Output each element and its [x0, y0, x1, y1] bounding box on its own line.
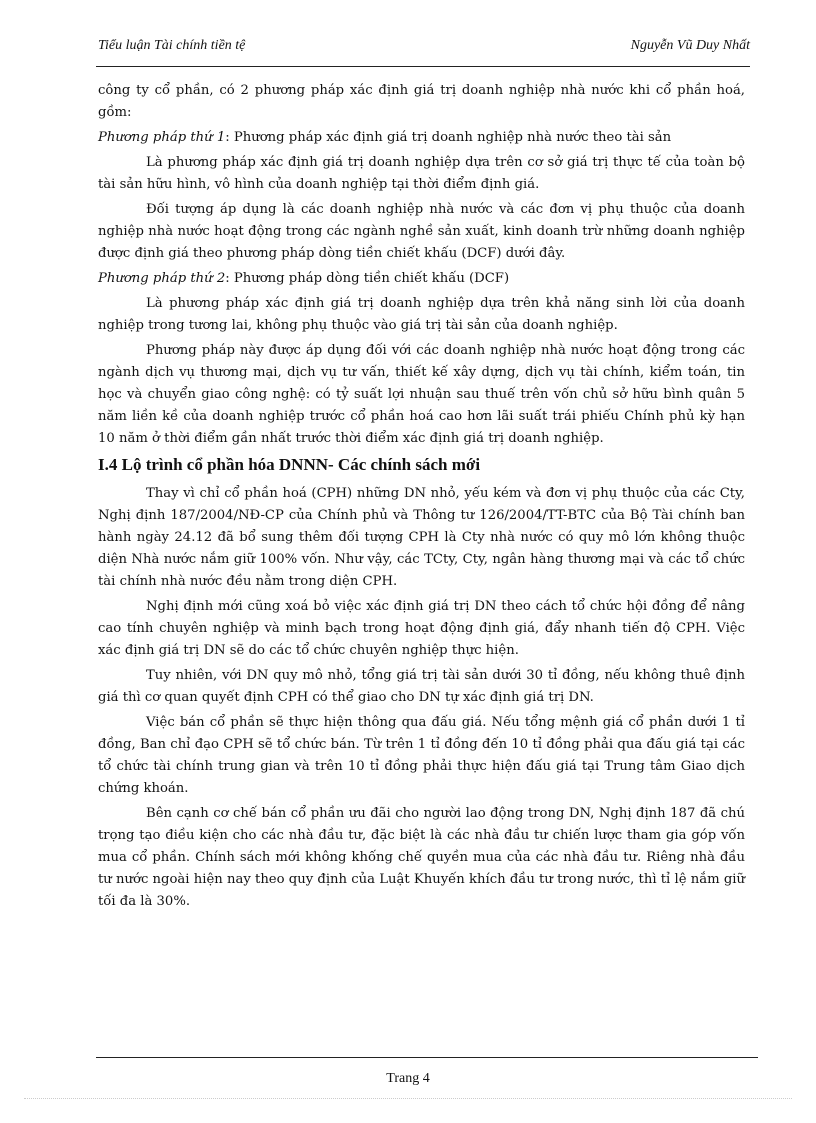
- paragraph: Nghị định mới cũng xoá bỏ việc xác định giá trị DN theo cách tổ chức hội đồng để nâng cao tính chuyên nghiệp và minh bạch trong hoạt động định giá, đẩy nhanh tiến độ CPH. Việc xác định giá trị DN sẽ do các tổ chức chuyên nghiệp thực hiện.: [98, 599, 745, 658]
- header-title: Tiểu luận Tài chính tiền tệ: [98, 38, 246, 53]
- header-divider: [96, 66, 750, 67]
- page-header: [98, 38, 750, 54]
- document-body: [98, 80, 745, 916]
- method-1-text: : Phương pháp xác định giá trị doanh nghiệp nhà nước theo tài sản: [225, 130, 672, 145]
- paragraph: Đối tượng áp dụng là các doanh nghiệp nhà nước và các đơn vị phụ thuộc của doanh nghiệp nhà nước hoạt động trong các ngành nghề sản xuất, kinh doanh trừ những doanh nghiệp được định giá theo phương pháp dòng tiền chiết khấu (DCF) dưới đây.: [98, 202, 745, 261]
- method-1-heading: [98, 127, 745, 149]
- paragraph: Phương pháp này được áp dụng đối với các doanh nghiệp nhà nước hoạt động trong các ngành dịch vụ thương mại, dịch vụ tư vấn, thiết kế xây dựng, dịch vụ tài chính, kiểm toán, tin học và chuyển giao công nghệ: có tỷ suất lợi nhuận sau thuế trên vốn chủ sở hữu bình quân 5 năm liền kề của doanh nghiệp trước cổ phần hoá cao hơn lãi suất trái phiếu Chính phủ kỳ hạn 10 năm ở thời điểm gần nhất trước thời điểm xác định giá trị doanh nghiệp.: [98, 343, 745, 446]
- page-number: Trang 4: [386, 1071, 430, 1086]
- section-title: I.4 Lộ trình cổ phần hóa DNNN- Các chính sách mới: [98, 455, 481, 474]
- paragraph: công ty cổ phần, có 2 phương pháp xác định giá trị doanh nghiệp nhà nước khi cổ phần hoá, gồm:: [98, 83, 745, 120]
- method-2-text: : Phương pháp dòng tiền chiết khấu (DCF): [225, 271, 510, 286]
- page-edge: [24, 1098, 792, 1099]
- header-author: Nguyễn Vũ Duy Nhất: [630, 38, 750, 53]
- paragraph: Là phương pháp xác định giá trị doanh nghiệp dựa trên cơ sở giá trị thực tế của toàn bộ tài sản hữu hình, vô hình của doanh nghiệp tại thời điểm định giá.: [98, 155, 745, 192]
- paragraph: Là phương pháp xác định giá trị doanh nghiệp dựa trên khả năng sinh lời của doanh nghiệp trong tương lai, không phụ thuộc vào giá trị tài sản của doanh nghiệp.: [98, 296, 745, 333]
- paragraph: Việc bán cổ phần sẽ thực hiện thông qua đấu giá. Nếu tổng mệnh giá cổ phần dưới 1 tỉ đồng, Ban chỉ đạo CPH sẽ tổ chức bán. Từ trên 1 tỉ đồng đến 10 tỉ đồng phải qua đấu giá tại các tổ chức tài chính trung gian và trên 10 tỉ đồng phải thực hiện đấu giá tại Trung tâm Giao dịch chứng khoán.: [98, 715, 745, 796]
- paragraph: Tuy nhiên, với DN quy mô nhỏ, tổng giá trị tài sản dưới 30 tỉ đồng, nếu không thuê định giá thì cơ quan quyết định CPH có thể giao cho DN tự xác định giá trị DN.: [98, 668, 745, 705]
- method-2-heading: [98, 268, 745, 290]
- paragraph: Thay vì chỉ cổ phần hoá (CPH) những DN nhỏ, yếu kém và đơn vị phụ thuộc của các Cty, Nghị định 187/2004/NĐ-CP của Chính phủ và Thông tư 126/2004/TT-BTC của Bộ Tài chính ban hành ngày 24.12 đã bổ sung thêm đối tượng CPH là Cty nhà nước có quy mô lớn không thuộc diện Nhà nước nắm giữ 100% vốn. Như vậy, các TCty, Cty, ngân hàng thương mại và các tổ chức tài chính nhà nước đều nằm trong diện CPH.: [98, 486, 745, 589]
- footer-divider: [96, 1057, 758, 1058]
- method-1-label: Phương pháp thứ 1: [98, 130, 226, 145]
- method-2-label: Phương pháp thứ 2: [98, 271, 226, 286]
- paragraph: Bên cạnh cơ chế bán cổ phần ưu đãi cho người lao động trong DN, Nghị định 187 đã chú trọng tạo điều kiện cho các nhà đầu tư, đặc biệt là các nhà đầu tư chiến lược tham gia góp vốn mua cổ phần. Chính sách mới không khống chế quyền mua của các nhà đầu tư. Riêng nhà đầu tư nước ngoài hiện nay theo quy định của Luật Khuyến khích đầu tư trong nước, thì tỉ lệ nắm giữ tối đa là 30%.: [98, 806, 745, 909]
